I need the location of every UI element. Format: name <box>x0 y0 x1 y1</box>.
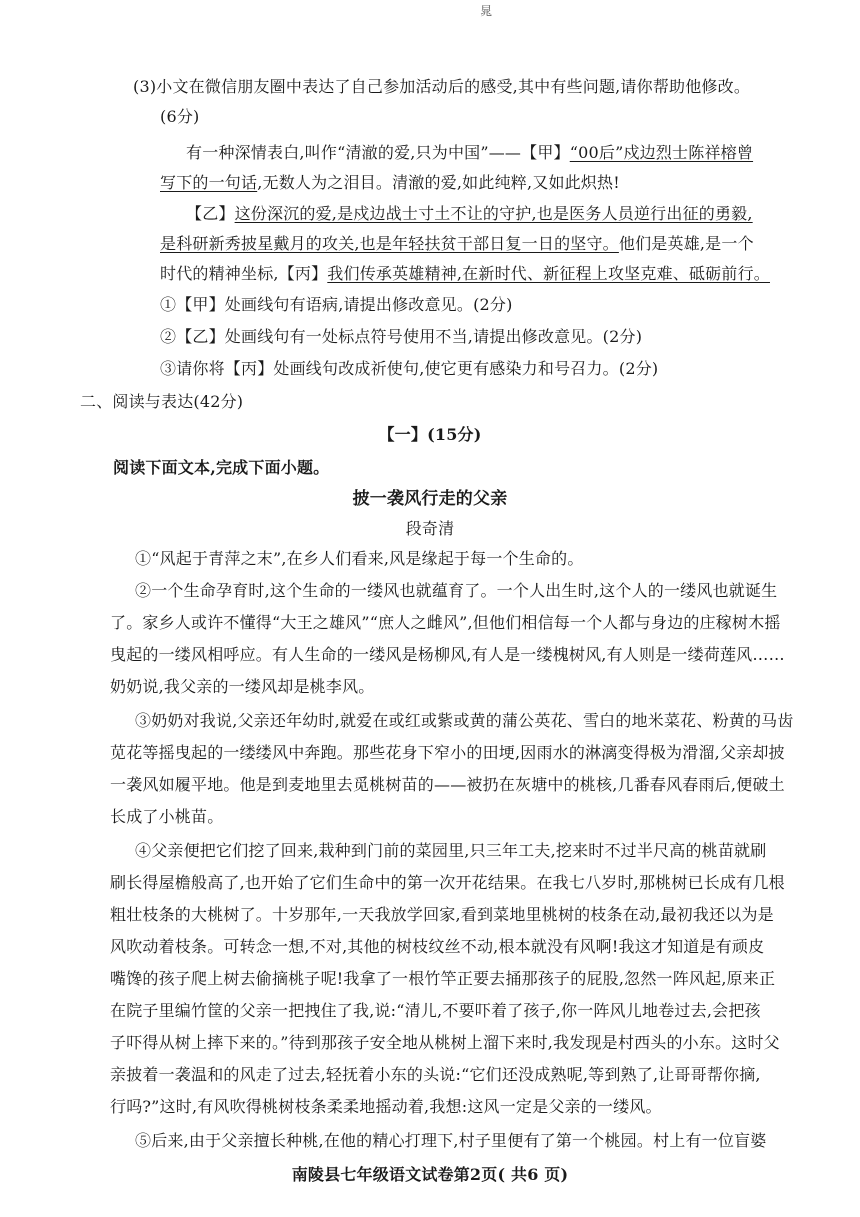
article-line: 粗壮枝条的大桃树了。十岁那年,一天我放学回家,看到菜地里桃树的枝条在动,最初我还以为是 <box>110 905 774 924</box>
article-author: 段奇清 <box>405 519 455 538</box>
article-line: 了。家乡人或许不懂得“大王之雄风”“庶人之雌风”,但他们相信每一个人都与身边的庄稼树木摇 <box>110 613 781 632</box>
q3-passage-line <box>160 263 770 285</box>
q3-underlined-yi-cont: 是科研新秀披星戴月的攻关,也是年轻扶贫干部日复一日的坚守。 <box>160 234 619 253</box>
article-line: 亲披着一袭温和的风走了过去,轻抚着小东的头说:“它们还没成熟呢,等到熟了,让哥哥帮你摘, <box>110 1065 761 1084</box>
article-line: ④父亲便把它们挖了回来,栽种到门前的菜园里,只三年工夫,挖来时不过半尺高的桃苗就刷 <box>135 841 767 860</box>
article-line: 奶奶说,我父亲的一缕风却是桃李风。 <box>110 677 375 696</box>
reading-instruction: 阅读下面文本,完成下面小题。 <box>113 458 330 477</box>
q3-label-yi: 【乙】 <box>186 204 235 223</box>
article-title: 披一袭风行走的父亲 <box>352 489 508 509</box>
article-line: ③奶奶对我说,父亲还年幼时,就爱在或红或紫或黄的蒲公英花、雪白的地米菜花、粉黄的马齿 <box>135 711 794 730</box>
section-heading: 二、阅读与表达(42分) <box>80 392 244 411</box>
article-line: 嘴馋的孩子爬上树去偷摘桃子呢!我拿了一根竹竿正要去捅那孩子的屁股,忽然一阵风起,原来正 <box>110 969 776 988</box>
article-line: ⑤后来,由于父亲擅长种桃,在他的精心打理下,村子里便有了第一个桃园。村上有一位盲婆 <box>135 1131 767 1150</box>
q3-underlined-jia: “00后”戍边烈士陈祥榕曾 <box>569 143 754 162</box>
article-line: 刷长得屋檐般高了,也开始了它们生命中的第一次开花结果。在我七八岁时,那桃树已长成有几根 <box>110 873 785 892</box>
q3-subquestion-3: ③请你将【丙】处画线句改成祈使句,使它更有感染力和号召力。(2分) <box>160 359 659 378</box>
article-line: 子吓得从树上摔下来的。”待到那孩子安全地从桃树上溜下来时,我发现是村西头的小东。这时父 <box>110 1033 780 1052</box>
q3-text: ,无数人为之泪目。清澈的爱,如此纯粹,又如此炽热! <box>257 173 620 192</box>
q3-underlined-jia-cont: 写下的一句话 <box>160 173 258 192</box>
article-line: 在院子里编竹筐的父亲一把拽住了我,说:“清儿,不要吓着了孩子,你一阵风儿地卷过去,会把孩 <box>110 1001 761 1020</box>
article-line: ②一个生命孕育时,这个生命的一缕风也就蕴育了。一个人出生时,这个人的一缕风也就诞生 <box>135 581 778 600</box>
article-line: 曳起的一缕风相呼应。有人生命的一缕风是杨柳风,有人是一缕槐树风,有人则是一缕荷莲风…… <box>110 645 785 664</box>
q3-subquestion-1: ①【甲】处画线句有语病,请提出修改意见。(2分) <box>160 295 513 314</box>
q3-score: (6分) <box>160 107 200 126</box>
article-line: 长成了小桃苗。 <box>110 807 224 826</box>
q3-prompt: (3)小文在微信朋友圈中表达了自己参加活动后的感受,其中有些问题,请你帮助他修改。 <box>133 77 751 96</box>
article-line: 行吗?”这时,有风吹得桃树枝条柔柔地摇动着,我想:这风一定是父亲的一缕风。 <box>110 1097 662 1116</box>
article-line: ①“风起于青萍之末”,在乡人们看来,风是缘起于每一个生命的。 <box>135 549 584 568</box>
q3-text: 时代的精神坐标,【丙】 <box>160 264 328 283</box>
article-line: 苋花等摇曳起的一缕缕风中奔跑。那些花身下窄小的田埂,因雨水的淋漓变得极为滑溜,父亲却披 <box>110 743 785 762</box>
q3-text: 他们是英雄,是一个 <box>618 234 754 253</box>
q3-passage-line <box>186 203 753 225</box>
q3-underlined-bing: 我们传承英雄精神,在新时代、新征程上攻坚克难、砥砺前行。 <box>327 264 770 283</box>
scan-mark: 晁 <box>480 4 493 18</box>
part-title: 【一】(15分) <box>378 425 482 444</box>
q3-passage-line <box>186 142 753 164</box>
article-line: 风吹动着枝条。可转念一想,不对,其他的树枝纹丝不动,根本就没有风啊!我这才知道是有顽皮 <box>110 937 765 956</box>
q3-subquestion-2: ②【乙】处画线句有一处标点符号使用不当,请提出修改意见。(2分) <box>160 327 643 346</box>
q3-passage-line <box>160 172 620 194</box>
article-line: 一袭风如履平地。他是到麦地里去觅桃树苗的——被扔在灰塘中的桃核,几番春风春雨后,便破土 <box>110 775 785 794</box>
q3-passage-line <box>160 233 754 255</box>
page-footer: 南陵县七年级语文试卷第2页( 共6 页) <box>291 1165 569 1184</box>
q3-underlined-yi: 这份深沉的爱,是戍边战士寸土不让的守护,也是医务人员逆行出征的勇毅, <box>234 204 753 223</box>
q3-text: 有一种深情表白,叫作“清澈的爱,只为中国”——【甲】 <box>186 143 570 162</box>
